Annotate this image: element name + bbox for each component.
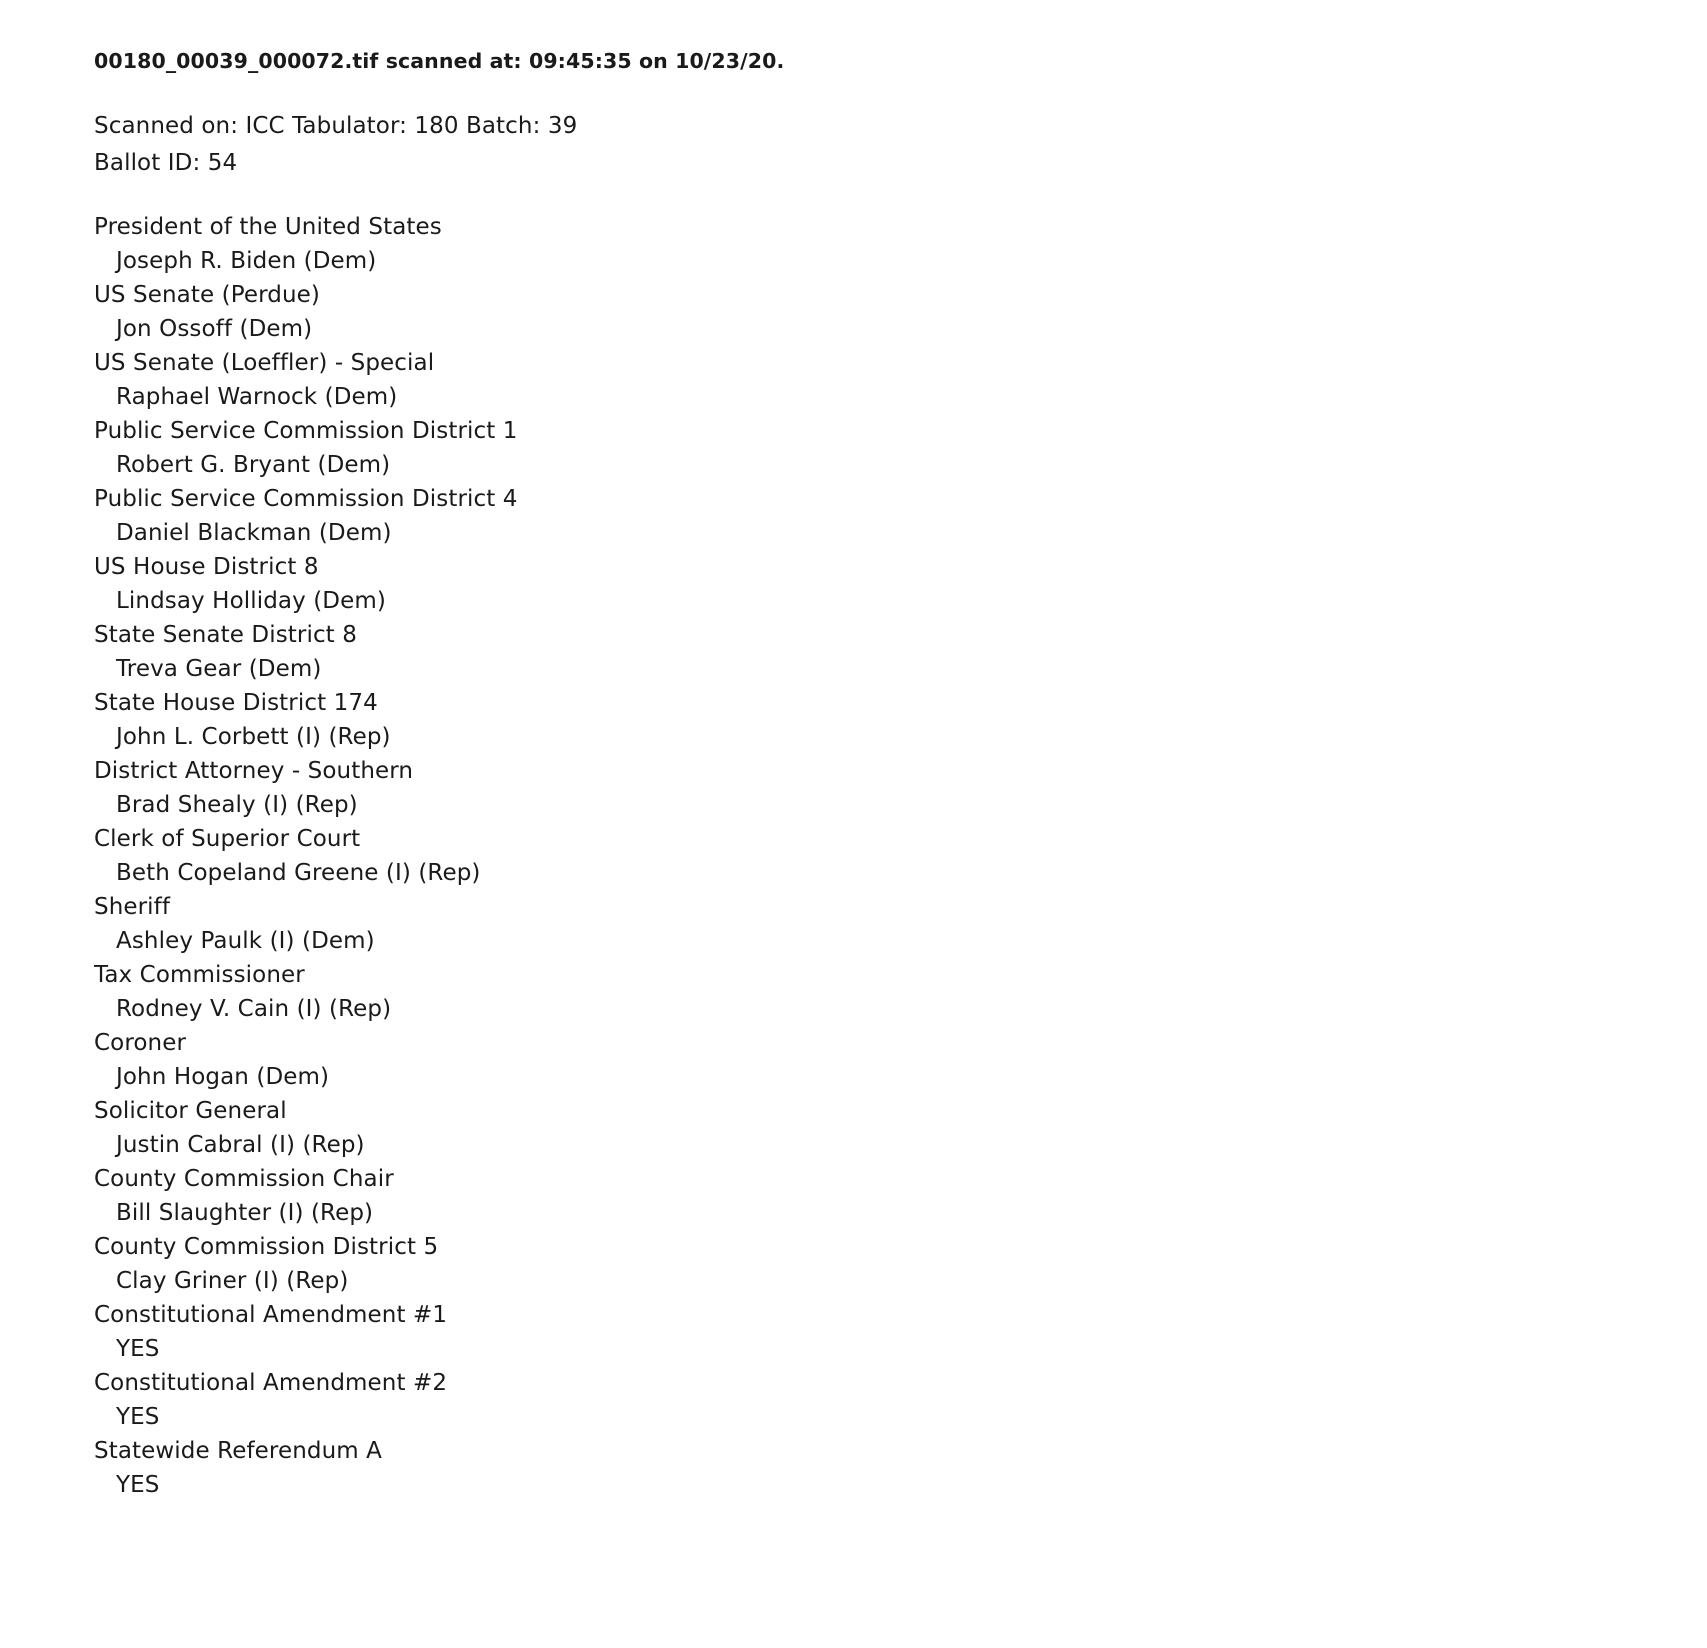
contest-title: Tax Commissioner <box>94 962 305 988</box>
contest-choice: John L. Corbett (I) (Rep) <box>116 724 391 750</box>
contest-list <box>94 210 1707 1502</box>
contest-title: Solicitor General <box>94 1098 287 1124</box>
scan-source-line: Scanned on: ICC Tabulator: 180 Batch: 39 <box>94 113 578 139</box>
contest-title: Constitutional Amendment #1 <box>94 1302 448 1328</box>
contest-choice: Bill Slaughter (I) (Rep) <box>116 1200 374 1226</box>
contest-choice: YES <box>116 1336 160 1362</box>
contest-title: State Senate District 8 <box>94 622 357 648</box>
contest-choice: Raphael Warnock (Dem) <box>116 384 398 410</box>
contest-choice: Ashley Paulk (I) (Dem) <box>116 928 375 954</box>
contest-choice: John Hogan (Dem) <box>116 1064 330 1090</box>
ballot-id-line: Ballot ID: 54 <box>94 150 238 176</box>
contest-title: US Senate (Perdue) <box>94 282 320 308</box>
contest-title: Constitutional Amendment #2 <box>94 1370 448 1396</box>
contest-choice: Justin Cabral (I) (Rep) <box>116 1132 365 1158</box>
contest-title: Coroner <box>94 1030 187 1056</box>
contest-title: District Attorney - Southern <box>94 758 414 784</box>
contest-choice: Daniel Blackman (Dem) <box>116 520 392 546</box>
contest-choice: Jon Ossoff (Dem) <box>116 316 313 342</box>
contest-title: County Commission Chair <box>94 1166 394 1192</box>
contest-choice: Clay Griner (I) (Rep) <box>116 1268 349 1294</box>
contest-title: County Commission District 5 <box>94 1234 439 1260</box>
contest-choice: Treva Gear (Dem) <box>116 656 322 682</box>
contest-title: Public Service Commission District 4 <box>94 486 518 512</box>
contest-choice: Robert G. Bryant (Dem) <box>116 452 391 478</box>
contest-choice: Brad Shealy (I) (Rep) <box>116 792 358 818</box>
contest-title: President of the United States <box>94 214 442 240</box>
contest-choice: Rodney V. Cain (I) (Rep) <box>116 996 392 1022</box>
contest-choice: Joseph R. Biden (Dem) <box>116 248 377 274</box>
contest-title: Clerk of Superior Court <box>94 826 361 852</box>
contest-title: Public Service Commission District 1 <box>94 418 518 444</box>
contest-title: Sheriff <box>94 894 171 920</box>
contest-choice: Beth Copeland Greene (I) (Rep) <box>116 860 481 886</box>
contest-choice: YES <box>116 1404 160 1430</box>
contest-title: US House District 8 <box>94 554 319 580</box>
contest-choice: YES <box>116 1472 160 1498</box>
scan-metadata <box>94 108 1707 182</box>
contest-title: US Senate (Loeffler) - Special <box>94 350 435 376</box>
scan-header-line: 00180_00039_000072.tif scanned at: 09:45:35 on 10/23/20. <box>94 49 785 73</box>
contest-title: State House District 174 <box>94 690 378 716</box>
contest-title: Statewide Referendum A <box>94 1438 382 1464</box>
contest-choice: Lindsay Holliday (Dem) <box>116 588 386 614</box>
